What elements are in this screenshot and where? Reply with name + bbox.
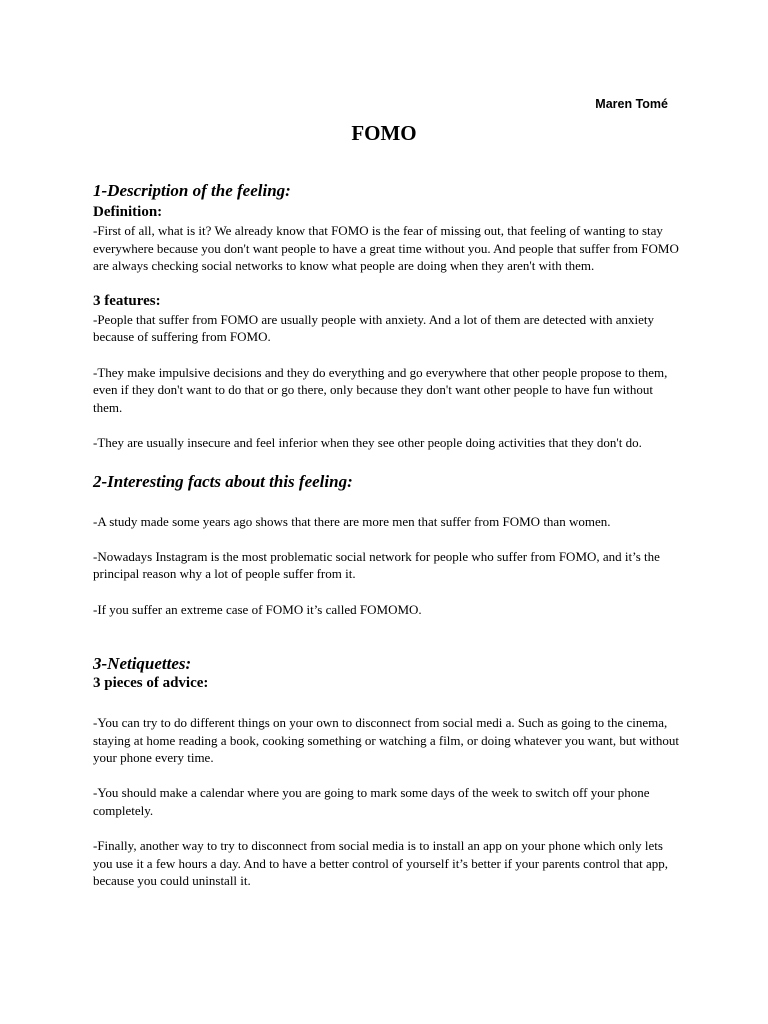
section-heading-netiquettes: 3-Netiquettes: [93, 654, 192, 674]
section-heading-facts: 2-Interesting facts about this feeling: [93, 471, 353, 491]
fact-paragraph: -Nowadays Instagram is the most problematic social network for people who suffer from FOMO, and it’s the principal reason why a lot of people suffer from it. [93, 548, 660, 582]
feature-paragraph: -They make impulsive decisions and they do everything and go everywhere that other people propose to them, even if they don't want to do that or go there, only because they don't want other people to have fun without them. [93, 364, 668, 415]
advice-paragraph: -You should make a calendar where you are going to mark some days of the week to switch off your phone completely. [93, 785, 650, 819]
advice-paragraph: -You can try to do different things on your own to disconnect from social medi a. Such as going to the cinema, staying at home reading a book, cooking something or watching a film, or doing whatever you want, but without your phone every time. [93, 715, 679, 766]
feature-paragraph: -They are usually insecure and feel inferior when they see other people doing activities that they don't do. [93, 434, 642, 450]
advice-heading: 3 pieces of advice: [93, 675, 209, 692]
features-heading: 3 features: [93, 292, 161, 309]
section-heading-description: 1-Description of the feeling: [93, 181, 291, 200]
fact-paragraph: -If you suffer an extreme case of FOMO it’s called FOMOMO. [93, 601, 422, 617]
feature-paragraph: -People that suffer from FOMO are usually people with anxiety. And a lot of them are detected with anxiety because of suffering from FOMO. [93, 311, 655, 345]
definition-heading: Definition: [93, 204, 163, 220]
advice-paragraph: -Finally, another way to try to disconnect from social media is to install an app on your phone which only lets you use it a few hours a day. And to have a better control of yourself it’s better if your parents control that app, because you could uninstall it. [93, 838, 668, 889]
fact-paragraph: -A study made some years ago shows that there are more men that suffer from FOMO than women. [93, 513, 611, 529]
author-name: Maren Tomé [595, 97, 668, 111]
document-body [93, 180, 683, 890]
document-title: FOMO [351, 121, 417, 145]
definition-paragraph: -First of all, what is it? We already know that FOMO is the fear of missing out, that feeling of wanting to stay everywhere because you don't want people to have a great time without you. And people that suffer from FOMO are always checking social networks to know what people are doing when they aren't with them. [93, 223, 679, 274]
